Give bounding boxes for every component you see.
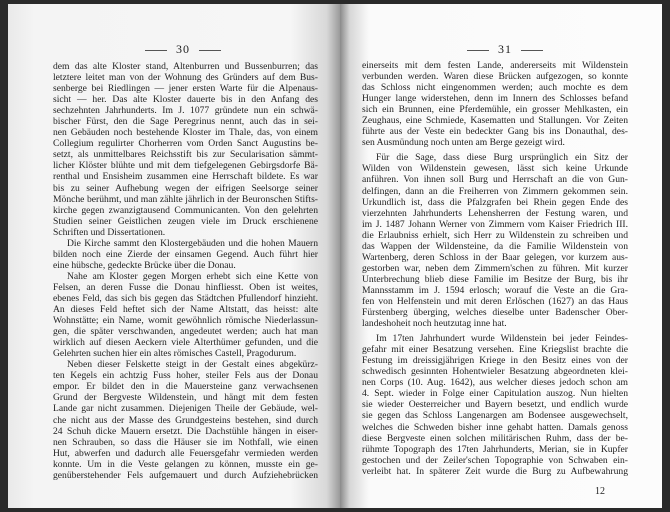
text-line: Zeughaus, eine Schmiede, Kasematten und Stallungen. Vor Zeiten [362, 115, 628, 127]
paragraph [362, 152, 628, 329]
text-line: bis zu seiner Aufhebung wegen der eifrigen Seelsorge seiner [53, 182, 318, 194]
paragraph [362, 333, 628, 477]
signature-mark: 12 [595, 486, 605, 497]
text-line: verbunden werden. Waren diese Brücken aufgezogen, so konnte [362, 71, 628, 83]
text-line: gen, die später verschwanden, angedeutet werden; auch hat man [53, 326, 318, 338]
page-header [458, 42, 552, 57]
paragraph [53, 61, 318, 238]
text-line: Gelehrten suchen hier ein altes römisches Castell, Pragodurum. [53, 348, 297, 360]
text-line: konnte. Um in die Veste gelangen zu können, musste ein ge- [53, 458, 318, 470]
header-dash [467, 50, 489, 51]
paragraph [53, 271, 318, 359]
header-dash [145, 50, 167, 51]
page-body [53, 61, 318, 481]
text-line: schwedisch gesinnten Hohentwieler Besatzung abgeordneten klei- [362, 366, 628, 378]
text-line: licher Klöster blühte und mit dem tiefgelegenen Gebirgsdorfe Bä- [53, 160, 318, 172]
text-line: delfingen, dann an die Freiherren von Zimmern gekommen sein. [362, 185, 628, 197]
text-line: dem das alte Kloster stand, Altenburren und Bussenburren; das [53, 61, 318, 72]
text-line: sicht — her. Das alte Kloster dauerte bis in den Anfang des [53, 94, 318, 106]
text-line: Mannsstamm im J. 1594 erlosch; worauf die Veste an die Gra- [362, 284, 628, 296]
text-line: che nicht aus der Masse des Grundgesteins bestehen, sind durch [53, 414, 318, 426]
text-line: sie wieder Oesterreicher und Bayern besetzt, und endlich wurde [362, 399, 628, 411]
text-line: das Wappen der Wildensteine, da die Familie Wildenstein von [362, 240, 628, 252]
text-line: vierzehnten Jahrhunderts Lehensherren der Festung waren, und [362, 207, 628, 219]
text-line: 4. Sept. wieder in Folge einer Capitulation auszog. Nun hielten [362, 388, 628, 400]
text-line: die Erlaubniss erhielt, sich Herr zu Wildenstein zu schreiben und [362, 229, 628, 241]
text-line: empor. Er bildet den in die Mauersteine ganz verwachsenen [53, 381, 318, 393]
text-line: diese Bergveste einen solchen militärischen Ruhm, dass der be- [362, 432, 628, 444]
text-line: Grund der Bergveste Wildenstein, und hängt mit dem festen [53, 392, 318, 404]
paragraph [362, 60, 628, 148]
text-line: Hunger lange widerstehen, denn im Innern des Schlosses befand [362, 93, 628, 105]
page-number: 30 [176, 42, 190, 56]
header-dash [521, 50, 543, 51]
text-line: eine hübsche, gedeckte Brücke über die Donau. [53, 259, 236, 271]
text-line: führte aus der Veste ein bedeckter Gang bis ins Donauthal, des- [362, 126, 628, 138]
text-line: sechzehnten Jahrhunderts. Im J. 1077 gründete nun ein schwä- [53, 105, 318, 117]
paragraph [53, 238, 318, 271]
text-line: Collegium regulirter Chorherren vom Orden Sanct Augustins be- [53, 138, 318, 150]
text-line: gestochen und der Zeiler'schen Topographie von Schwaben ein- [362, 454, 628, 466]
text-line: Neben dieser Felskette steigt in der Gestalt eines abgekürz- [67, 359, 318, 371]
page-number: 31 [498, 42, 512, 56]
text-line: bilden noch eine Zierde der einsamen Gegend. Auch führt hier [53, 248, 318, 260]
text-line: Schriften und Dissertationen. [53, 226, 166, 238]
text-line: nen Schrauben, so dass die Häuser sie im Nothfall, wie einen [53, 436, 318, 448]
text-line: Hut, abwerfen und dadurch alle Feuersgefahr vermieden werden [53, 447, 318, 459]
text-line: Unterbrechung blieb diese Familie im Besitze der Burg, bis ihr [362, 273, 628, 285]
text-line: Studien seiner Geistlichen zeugen viele im Druck erschienene [53, 215, 318, 227]
text-line: Wilden von Wildenstein gewesen, lässt sich keine Urkunde [362, 163, 628, 175]
text-line: Urkundlich ist, dass die Pfalzgrafen bei Rhein gegen Ende des [362, 196, 628, 208]
text-line: sich ein Brunnen, eine Pferdemühle, ein grosser Mehlkasten, ein [362, 104, 628, 116]
text-line: renthal und Ensisheim zusammen eine Herrschaft bildete. Es war [53, 171, 318, 183]
text-line: genüberstehender Fels aufgemauert und durch Aufziehebrücken [53, 469, 318, 481]
text-line: fen von Helfenstein und mit deren Erlöschen (1627) an das Haus [362, 295, 628, 307]
text-line: Wartenberg, deren Schloss in der Baar gelegen, vor kurzem aus- [362, 251, 628, 263]
text-line: wirklich auf diesen Aeckern viele Alterthümer gefunden, und die [53, 337, 318, 349]
text-line: senberge bei Riedlingen — jener ersten Warte für die Alpenaus- [53, 83, 318, 95]
page-header [136, 42, 230, 57]
text-line: sie gegen das Schloss Langenargen am Bodensee ausgewechselt, [362, 410, 628, 422]
text-line: verleibt hat. In späterer Zeit wurde die Burg zu Aufbewahrung [362, 465, 628, 477]
text-line: Lande gar nicht zusammen. Diejenigen Theile der Gebäude, wel- [53, 403, 318, 415]
text-line: ebenes Feld, das sich bis gegen das Städtchen Pfullendorf hinzieht. [53, 292, 318, 304]
text-line: im J. 1487 Johann Werner von Zimmern vom Kaiser Friedrich III. [362, 218, 628, 230]
left-page [8, 4, 340, 508]
text-line: das Schloss nicht eingenommen werden; auch mochte es dem [362, 82, 628, 94]
text-line: Nahe am Kloster gegen Morgen erhebt sich eine Kette von [67, 270, 318, 282]
text-line: einerseits mit dem festen Lande, andererseits mit Wildenstein [362, 60, 628, 71]
text-line: Für die Sage, dass diese Burg ursprünglich ein Sitz der [376, 152, 628, 164]
text-line: setzt, als unmittelbares Reichsstift bis zur Secularisation sämmt- [53, 149, 318, 161]
right-page [340, 4, 662, 508]
text-line: Felsen, an deren Fusse die Donau hinfliesst. Oben ist weites, [53, 281, 318, 293]
text-line: letztere leitet man von der Wohnung des Gründers auf dem Bus- [53, 72, 318, 84]
text-line: nen Corps (10. Aug. 1642), aus welcher dieses jedoch schon am [362, 377, 628, 389]
page-body [362, 60, 628, 477]
paragraph [53, 359, 318, 481]
header-dash [199, 50, 221, 51]
text-line: gefahr mit einer Besatzung versehen. Eine Kriegslist brachte die [362, 344, 628, 356]
text-line: sen Ausmündung noch unten am Berge gezeigt wird. [362, 137, 565, 149]
text-line: Fürstenberg überging, welches dieselbe unter Badenscher Ober- [362, 307, 628, 319]
text-line: nen Gebäuden noch bestehende Kloster im Thale, das, von einem [53, 127, 318, 139]
text-line: anführen. Von ihnen soll Burg und Herrschaft an die von Gun- [362, 174, 628, 186]
text-line: ten Kegels ein achtzig Fuss hoher, steiler Fels aus der Donau [53, 370, 318, 382]
text-line: Im 17ten Jahrhundert wurde Wildenstein bei jeder Feindes- [376, 333, 628, 345]
text-line: landeshoheit noch heutzutag inne hat. [362, 318, 507, 330]
text-line: Die Kirche sammt den Klostergebäuden und die hohen Mauern [67, 237, 318, 249]
text-line: 24 Schuh dicke Mauern ersetzt. Die Dachstühle hängen in eiser- [53, 425, 318, 437]
text-line: bischer Fürst, den die Sage Peregrinus nennt, auch das in sei- [53, 116, 318, 128]
text-line: rühmte Topograph des 17ten Jahrhunderts, Merian, sie in Kupfer [362, 443, 628, 455]
text-line: Wohnstätte; ein Name, womit gewöhnlich römische Niederlassun- [53, 315, 318, 327]
text-line: kirche gegen zwanzigtausend Communicanten. Von den gelehrten [53, 204, 318, 216]
text-line: Mönche berühmt, und man zählte jährlich in der Beuronschen Stifts- [53, 193, 318, 205]
text-line: gestorben war, neben dem Zimmern'schen zu führen. Mit kurzer [362, 262, 628, 274]
text-line: An dieses Feld heftet sich der Name Altstatt, das heisst: alte [53, 304, 318, 316]
text-line: welches die Schweden bisher inne gehabt hatten. Damals genoss [362, 421, 628, 433]
text-line: Festung im dreissigjährigen Kriege in den Besitz eines von der [362, 355, 628, 367]
